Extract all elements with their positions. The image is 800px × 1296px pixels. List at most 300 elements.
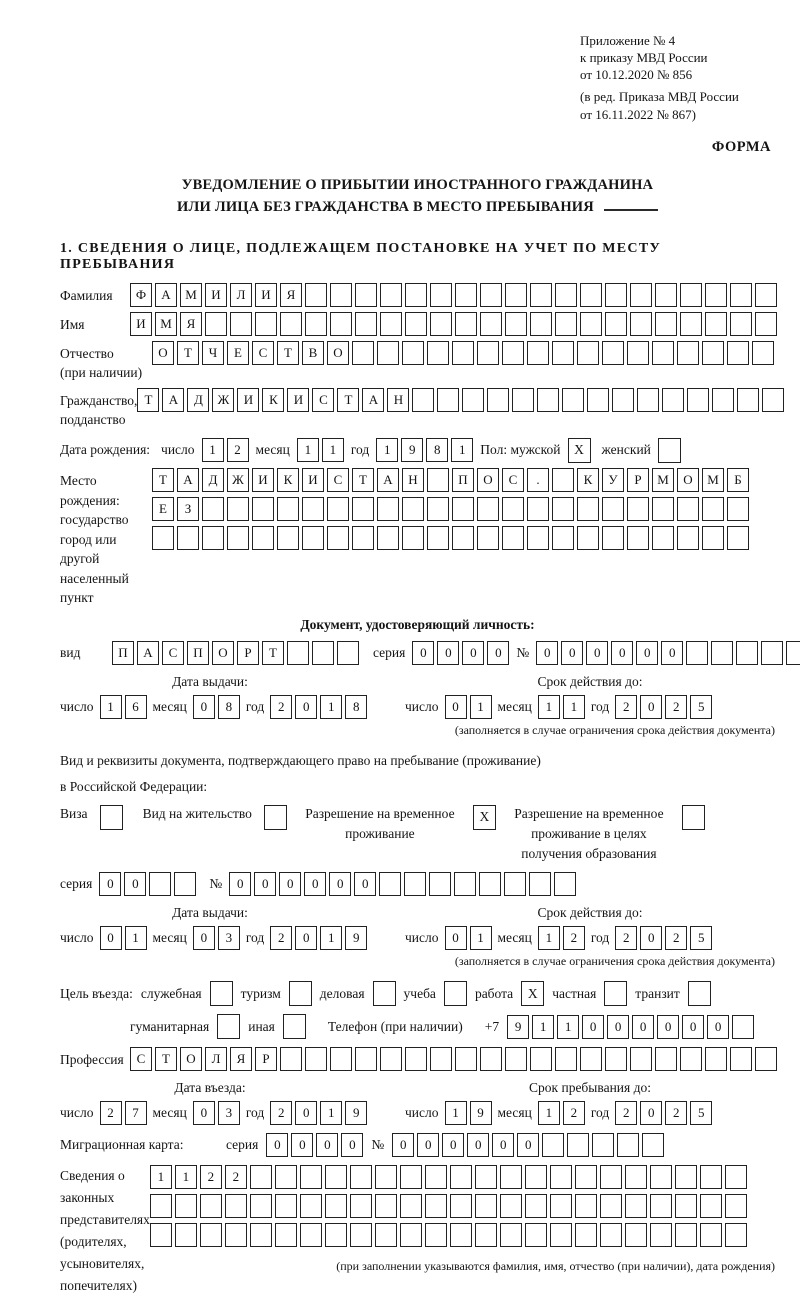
char-cell[interactable] [630, 312, 652, 336]
char-cell[interactable]: 2 [227, 438, 249, 462]
char-cell[interactable] [429, 872, 451, 896]
char-cell[interactable] [730, 283, 752, 307]
char-cell[interactable] [355, 1047, 377, 1071]
char-cell[interactable]: 0 [329, 872, 351, 896]
purpose-sluzhebnaya-checkbox[interactable] [210, 981, 233, 1006]
char-cell[interactable] [577, 526, 599, 550]
char-cell[interactable] [705, 283, 727, 307]
char-cell[interactable] [627, 526, 649, 550]
char-cell[interactable] [725, 1223, 747, 1247]
char-cell[interactable] [477, 526, 499, 550]
char-cell[interactable]: М [155, 312, 177, 336]
char-cell[interactable]: 1 [150, 1165, 172, 1189]
char-cell[interactable]: 9 [401, 438, 423, 462]
char-cell[interactable]: 1 [125, 926, 147, 950]
purpose-turizm-checkbox[interactable] [289, 981, 312, 1006]
char-cell[interactable] [650, 1165, 672, 1189]
char-cell[interactable] [225, 1223, 247, 1247]
char-cell[interactable] [625, 1194, 647, 1218]
char-cell[interactable] [730, 1047, 752, 1071]
char-cell[interactable] [452, 341, 474, 365]
char-cell[interactable] [450, 1194, 472, 1218]
char-cell[interactable] [530, 283, 552, 307]
char-cell[interactable]: 1 [451, 438, 473, 462]
char-cell[interactable] [327, 497, 349, 521]
char-cell[interactable] [761, 641, 783, 665]
char-cell[interactable]: 0 [99, 872, 121, 896]
char-cell[interactable] [475, 1223, 497, 1247]
char-cell[interactable]: 0 [193, 695, 215, 719]
char-cell[interactable] [455, 283, 477, 307]
char-cell[interactable]: З [177, 497, 199, 521]
char-cell[interactable] [402, 526, 424, 550]
char-cell[interactable] [275, 1223, 297, 1247]
char-cell[interactable]: Я [280, 283, 302, 307]
char-cell[interactable] [605, 283, 627, 307]
char-cell[interactable]: 1 [376, 438, 398, 462]
char-cell[interactable]: 0 [582, 1015, 604, 1039]
purpose-chastnaya-checkbox[interactable] [604, 981, 627, 1006]
gender-female-checkbox[interactable] [658, 438, 681, 463]
char-cell[interactable] [377, 341, 399, 365]
char-cell[interactable] [650, 1223, 672, 1247]
char-cell[interactable]: 2 [615, 1101, 637, 1125]
char-cell[interactable] [500, 1194, 522, 1218]
char-cell[interactable] [575, 1194, 597, 1218]
char-cell[interactable] [327, 526, 349, 550]
char-cell[interactable] [300, 1194, 322, 1218]
char-cell[interactable] [150, 1223, 172, 1247]
char-cell[interactable]: Т [177, 341, 199, 365]
char-cell[interactable] [680, 283, 702, 307]
char-cell[interactable] [675, 1223, 697, 1247]
char-cell[interactable]: 0 [445, 695, 467, 719]
char-cell[interactable] [430, 312, 452, 336]
char-cell[interactable]: А [362, 388, 384, 412]
char-cell[interactable]: 5 [690, 1101, 712, 1125]
char-cell[interactable] [255, 312, 277, 336]
char-cell[interactable]: 1 [100, 695, 122, 719]
char-cell[interactable]: 1 [202, 438, 224, 462]
char-cell[interactable] [462, 388, 484, 412]
char-cell[interactable]: И [255, 283, 277, 307]
char-cell[interactable]: 3 [218, 1101, 240, 1125]
char-cell[interactable] [405, 283, 427, 307]
char-cell[interactable] [555, 312, 577, 336]
char-cell[interactable] [405, 312, 427, 336]
char-cell[interactable]: К [577, 468, 599, 492]
char-cell[interactable]: 1 [322, 438, 344, 462]
char-cell[interactable]: 2 [225, 1165, 247, 1189]
char-cell[interactable]: 9 [345, 1101, 367, 1125]
char-cell[interactable] [602, 341, 624, 365]
char-cell[interactable] [727, 497, 749, 521]
char-cell[interactable]: М [702, 468, 724, 492]
char-cell[interactable] [502, 526, 524, 550]
char-cell[interactable] [732, 1015, 754, 1039]
char-cell[interactable] [252, 497, 274, 521]
char-cell[interactable]: 0 [462, 641, 484, 665]
char-cell[interactable] [677, 526, 699, 550]
char-cell[interactable] [537, 388, 559, 412]
char-cell[interactable] [175, 1194, 197, 1218]
char-cell[interactable] [152, 526, 174, 550]
char-cell[interactable] [302, 497, 324, 521]
char-cell[interactable] [705, 312, 727, 336]
char-cell[interactable] [702, 497, 724, 521]
char-cell[interactable]: 0 [354, 872, 376, 896]
char-cell[interactable]: Н [402, 468, 424, 492]
char-cell[interactable] [700, 1165, 722, 1189]
char-cell[interactable] [402, 497, 424, 521]
char-cell[interactable] [702, 341, 724, 365]
char-cell[interactable] [555, 1047, 577, 1071]
char-cell[interactable] [552, 497, 574, 521]
char-cell[interactable] [580, 312, 602, 336]
char-cell[interactable] [300, 1223, 322, 1247]
char-cell[interactable]: 0 [295, 926, 317, 950]
char-cell[interactable] [592, 1133, 614, 1157]
char-cell[interactable]: 1 [538, 926, 560, 950]
char-cell[interactable] [377, 526, 399, 550]
char-cell[interactable] [655, 283, 677, 307]
char-cell[interactable] [400, 1194, 422, 1218]
char-cell[interactable] [480, 312, 502, 336]
char-cell[interactable] [675, 1165, 697, 1189]
char-cell[interactable] [652, 497, 674, 521]
char-cell[interactable] [450, 1165, 472, 1189]
char-cell[interactable]: 0 [536, 641, 558, 665]
char-cell[interactable]: Р [255, 1047, 277, 1071]
char-cell[interactable] [427, 497, 449, 521]
char-cell[interactable] [325, 1165, 347, 1189]
char-cell[interactable] [677, 497, 699, 521]
rvpo-checkbox[interactable] [682, 805, 705, 830]
char-cell[interactable]: 3 [218, 926, 240, 950]
char-cell[interactable]: Т [277, 341, 299, 365]
char-cell[interactable] [425, 1165, 447, 1189]
char-cell[interactable] [577, 497, 599, 521]
char-cell[interactable]: Т [337, 388, 359, 412]
char-cell[interactable]: А [177, 468, 199, 492]
char-cell[interactable]: О [212, 641, 234, 665]
vnzh-checkbox[interactable] [264, 805, 287, 830]
purpose-rabota-checkbox[interactable]: X [521, 981, 544, 1006]
char-cell[interactable]: 0 [640, 1101, 662, 1125]
char-cell[interactable] [530, 1047, 552, 1071]
char-cell[interactable]: 0 [279, 872, 301, 896]
char-cell[interactable] [175, 1223, 197, 1247]
char-cell[interactable] [330, 1047, 352, 1071]
char-cell[interactable]: 2 [270, 926, 292, 950]
char-cell[interactable] [350, 1194, 372, 1218]
char-cell[interactable] [250, 1165, 272, 1189]
char-cell[interactable] [502, 341, 524, 365]
char-cell[interactable] [480, 1047, 502, 1071]
char-cell[interactable]: К [262, 388, 284, 412]
char-cell[interactable]: С [130, 1047, 152, 1071]
char-cell[interactable]: 0 [682, 1015, 704, 1039]
char-cell[interactable] [275, 1194, 297, 1218]
char-cell[interactable] [405, 1047, 427, 1071]
char-cell[interactable]: 0 [304, 872, 326, 896]
char-cell[interactable]: Т [262, 641, 284, 665]
char-cell[interactable]: 0 [229, 872, 251, 896]
purpose-gumanitarnaya-checkbox[interactable] [217, 1014, 240, 1039]
char-cell[interactable] [400, 1165, 422, 1189]
char-cell[interactable] [700, 1223, 722, 1247]
char-cell[interactable]: Л [205, 1047, 227, 1071]
char-cell[interactable] [200, 1194, 222, 1218]
char-cell[interactable]: 0 [561, 641, 583, 665]
char-cell[interactable] [305, 1047, 327, 1071]
char-cell[interactable]: И [302, 468, 324, 492]
char-cell[interactable]: А [137, 641, 159, 665]
char-cell[interactable]: 1 [470, 695, 492, 719]
char-cell[interactable] [380, 283, 402, 307]
char-cell[interactable] [277, 497, 299, 521]
char-cell[interactable] [505, 1047, 527, 1071]
char-cell[interactable] [330, 312, 352, 336]
char-cell[interactable]: 9 [345, 926, 367, 950]
char-cell[interactable] [355, 312, 377, 336]
char-cell[interactable] [149, 872, 171, 896]
char-cell[interactable]: Т [152, 468, 174, 492]
char-cell[interactable]: 0 [467, 1133, 489, 1157]
char-cell[interactable] [655, 1047, 677, 1071]
char-cell[interactable]: Т [155, 1047, 177, 1071]
char-cell[interactable]: 0 [586, 641, 608, 665]
char-cell[interactable] [552, 468, 574, 492]
char-cell[interactable]: 9 [470, 1101, 492, 1125]
char-cell[interactable] [202, 526, 224, 550]
char-cell[interactable] [627, 341, 649, 365]
char-cell[interactable] [512, 388, 534, 412]
char-cell[interactable] [727, 526, 749, 550]
char-cell[interactable] [380, 312, 402, 336]
char-cell[interactable] [452, 497, 474, 521]
char-cell[interactable]: 1 [563, 695, 585, 719]
char-cell[interactable] [200, 1223, 222, 1247]
purpose-delovaya-checkbox[interactable] [373, 981, 396, 1006]
char-cell[interactable]: 0 [492, 1133, 514, 1157]
char-cell[interactable] [686, 641, 708, 665]
char-cell[interactable]: 0 [266, 1133, 288, 1157]
char-cell[interactable] [475, 1165, 497, 1189]
char-cell[interactable]: 0 [295, 695, 317, 719]
char-cell[interactable] [250, 1223, 272, 1247]
char-cell[interactable] [277, 526, 299, 550]
char-cell[interactable] [300, 1165, 322, 1189]
char-cell[interactable] [450, 1223, 472, 1247]
char-cell[interactable]: 0 [316, 1133, 338, 1157]
char-cell[interactable] [225, 1194, 247, 1218]
char-cell[interactable] [630, 1047, 652, 1071]
char-cell[interactable]: М [652, 468, 674, 492]
char-cell[interactable]: О [180, 1047, 202, 1071]
char-cell[interactable]: 0 [254, 872, 276, 896]
char-cell[interactable] [755, 283, 777, 307]
char-cell[interactable] [525, 1165, 547, 1189]
char-cell[interactable] [504, 872, 526, 896]
char-cell[interactable]: 1 [538, 1101, 560, 1125]
char-cell[interactable] [786, 641, 800, 665]
char-cell[interactable]: Т [352, 468, 374, 492]
char-cell[interactable]: Р [627, 468, 649, 492]
char-cell[interactable]: Я [180, 312, 202, 336]
char-cell[interactable]: 0 [640, 695, 662, 719]
char-cell[interactable]: 0 [124, 872, 146, 896]
char-cell[interactable]: 1 [532, 1015, 554, 1039]
char-cell[interactable] [552, 341, 574, 365]
char-cell[interactable]: Б [727, 468, 749, 492]
char-cell[interactable] [727, 341, 749, 365]
char-cell[interactable] [725, 1165, 747, 1189]
char-cell[interactable] [337, 641, 359, 665]
char-cell[interactable] [500, 1223, 522, 1247]
char-cell[interactable] [227, 526, 249, 550]
char-cell[interactable] [280, 312, 302, 336]
char-cell[interactable] [680, 1047, 702, 1071]
char-cell[interactable] [352, 341, 374, 365]
char-cell[interactable] [412, 388, 434, 412]
char-cell[interactable] [477, 497, 499, 521]
char-cell[interactable]: 2 [665, 926, 687, 950]
char-cell[interactable]: Я [230, 1047, 252, 1071]
char-cell[interactable] [712, 388, 734, 412]
char-cell[interactable]: 0 [412, 641, 434, 665]
char-cell[interactable] [430, 1047, 452, 1071]
char-cell[interactable]: У [602, 468, 624, 492]
char-cell[interactable]: 2 [563, 926, 585, 950]
char-cell[interactable] [637, 388, 659, 412]
char-cell[interactable] [527, 341, 549, 365]
char-cell[interactable] [502, 497, 524, 521]
char-cell[interactable] [427, 468, 449, 492]
char-cell[interactable]: С [312, 388, 334, 412]
char-cell[interactable]: 0 [291, 1133, 313, 1157]
char-cell[interactable] [275, 1165, 297, 1189]
char-cell[interactable] [600, 1165, 622, 1189]
char-cell[interactable]: 0 [636, 641, 658, 665]
char-cell[interactable] [177, 526, 199, 550]
char-cell[interactable]: 2 [200, 1165, 222, 1189]
char-cell[interactable] [752, 341, 774, 365]
char-cell[interactable] [430, 283, 452, 307]
char-cell[interactable] [425, 1194, 447, 1218]
char-cell[interactable]: 0 [193, 1101, 215, 1125]
char-cell[interactable] [612, 388, 634, 412]
char-cell[interactable] [330, 283, 352, 307]
char-cell[interactable] [312, 641, 334, 665]
char-cell[interactable]: 0 [295, 1101, 317, 1125]
char-cell[interactable]: Т [137, 388, 159, 412]
char-cell[interactable]: . [527, 468, 549, 492]
char-cell[interactable]: 2 [100, 1101, 122, 1125]
char-cell[interactable] [227, 497, 249, 521]
char-cell[interactable]: Д [202, 468, 224, 492]
char-cell[interactable]: Л [230, 283, 252, 307]
char-cell[interactable]: Е [227, 341, 249, 365]
char-cell[interactable]: С [252, 341, 274, 365]
char-cell[interactable]: 0 [437, 641, 459, 665]
char-cell[interactable] [605, 1047, 627, 1071]
char-cell[interactable] [427, 341, 449, 365]
char-cell[interactable]: 0 [640, 926, 662, 950]
char-cell[interactable] [454, 872, 476, 896]
char-cell[interactable]: 2 [270, 1101, 292, 1125]
char-cell[interactable]: С [502, 468, 524, 492]
char-cell[interactable]: 0 [442, 1133, 464, 1157]
char-cell[interactable]: И [287, 388, 309, 412]
char-cell[interactable]: 8 [218, 695, 240, 719]
char-cell[interactable] [677, 341, 699, 365]
char-cell[interactable] [350, 1223, 372, 1247]
char-cell[interactable]: 2 [563, 1101, 585, 1125]
char-cell[interactable]: Е [152, 497, 174, 521]
char-cell[interactable]: О [477, 468, 499, 492]
char-cell[interactable]: Ж [227, 468, 249, 492]
char-cell[interactable] [627, 497, 649, 521]
char-cell[interactable] [280, 1047, 302, 1071]
char-cell[interactable] [525, 1194, 547, 1218]
char-cell[interactable]: 7 [125, 1101, 147, 1125]
char-cell[interactable] [650, 1194, 672, 1218]
char-cell[interactable] [730, 312, 752, 336]
char-cell[interactable] [205, 312, 227, 336]
char-cell[interactable] [305, 283, 327, 307]
char-cell[interactable] [174, 872, 196, 896]
char-cell[interactable] [325, 1223, 347, 1247]
gender-male-checkbox[interactable]: X [568, 438, 591, 463]
char-cell[interactable] [736, 641, 758, 665]
char-cell[interactable] [380, 1047, 402, 1071]
purpose-ucheba-checkbox[interactable] [444, 981, 467, 1006]
char-cell[interactable] [552, 526, 574, 550]
char-cell[interactable] [525, 1223, 547, 1247]
char-cell[interactable] [642, 1133, 664, 1157]
char-cell[interactable]: 0 [661, 641, 683, 665]
char-cell[interactable] [700, 1194, 722, 1218]
char-cell[interactable] [379, 872, 401, 896]
char-cell[interactable]: Р [237, 641, 259, 665]
char-cell[interactable] [404, 872, 426, 896]
char-cell[interactable]: 2 [615, 926, 637, 950]
char-cell[interactable]: А [377, 468, 399, 492]
char-cell[interactable]: 8 [426, 438, 448, 462]
char-cell[interactable]: И [205, 283, 227, 307]
char-cell[interactable] [352, 497, 374, 521]
char-cell[interactable]: 0 [707, 1015, 729, 1039]
char-cell[interactable]: А [162, 388, 184, 412]
char-cell[interactable]: 5 [690, 926, 712, 950]
char-cell[interactable] [480, 283, 502, 307]
char-cell[interactable] [630, 283, 652, 307]
char-cell[interactable] [625, 1223, 647, 1247]
char-cell[interactable] [550, 1165, 572, 1189]
char-cell[interactable]: 1 [445, 1101, 467, 1125]
char-cell[interactable]: 0 [607, 1015, 629, 1039]
char-cell[interactable]: 0 [611, 641, 633, 665]
char-cell[interactable] [355, 283, 377, 307]
char-cell[interactable] [479, 872, 501, 896]
char-cell[interactable] [617, 1133, 639, 1157]
char-cell[interactable] [437, 388, 459, 412]
char-cell[interactable] [762, 388, 784, 412]
char-cell[interactable]: 1 [557, 1015, 579, 1039]
char-cell[interactable]: 1 [175, 1165, 197, 1189]
char-cell[interactable] [400, 1223, 422, 1247]
